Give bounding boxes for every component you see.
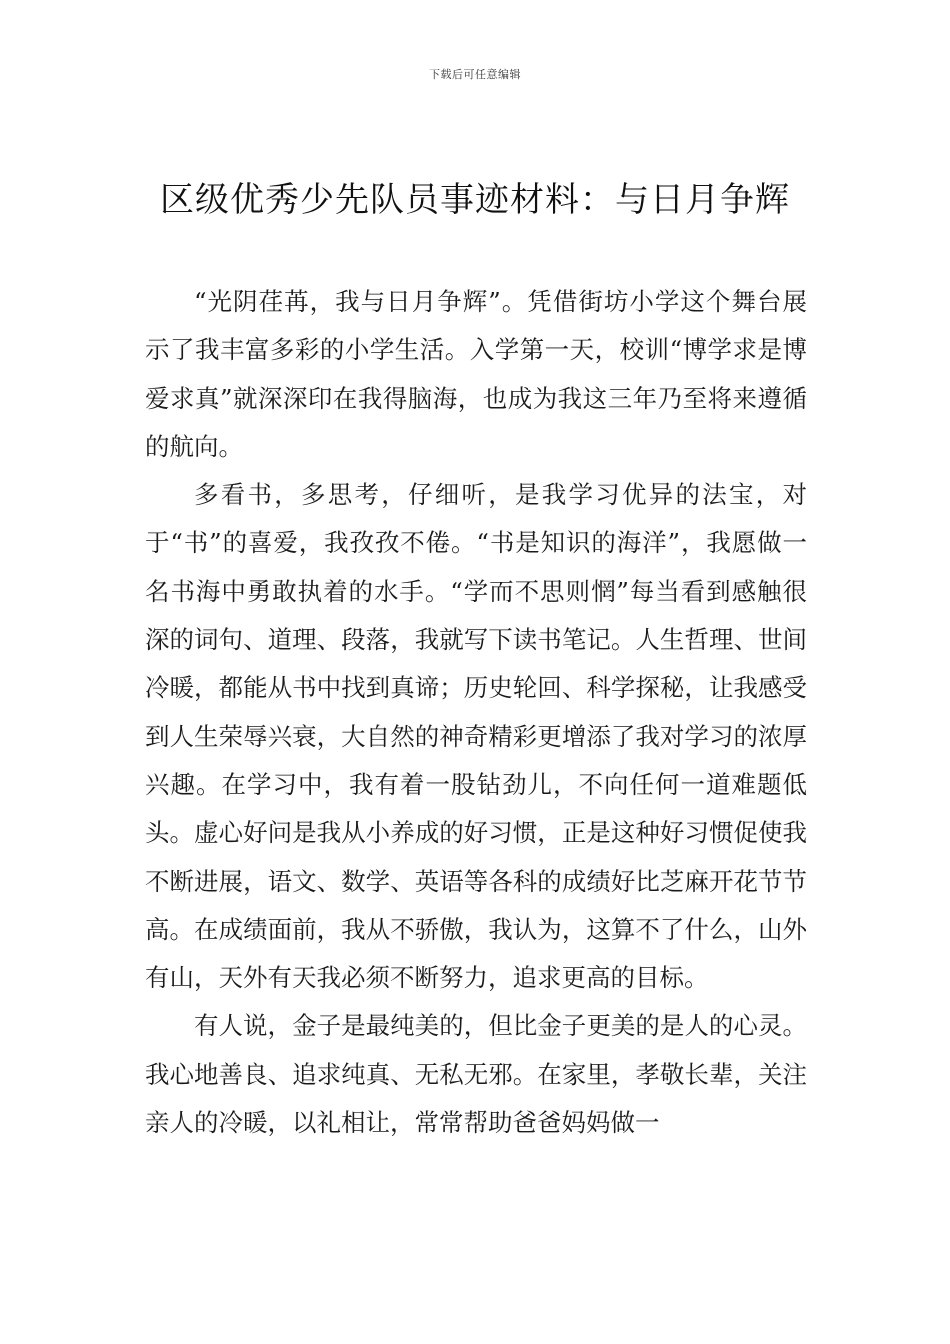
paragraph-3: 有人说，金子是最纯美的，但比金子更美的是人的心灵。我心地善良、追求纯真、无私无邪。在家里，孝敬长辈，关注亲人的冷暖，以礼相让，常常帮助爸爸妈妈做一 bbox=[145, 1011, 807, 1138]
paragraph-2: 多看书，多思考，仔细听，是我学习优异的法宝，对于“书”的喜爱，我孜孜不倦。“书是知识的海洋”，我愿做一名书海中勇敢执着的水手。“学而不思则惘”每当看到感触很深的词句、道理、段落，我就写下读书笔记。人生哲理、世间冷暖，都能从书中找到真谛；历史轮回、科学探秘，让我感受到人生荣辱兴衰，大自然的神奇精彩更增添了我对学习的浓厚兴趣。在学习中，我有着一股钻劲儿，不向任何一道难题低头。虚心好问是我从小养成的好习惯，正是这种好习惯促使我不断进展，语文、数学、英语等各科的成绩好比芝麻开花节节高。在成绩面前，我从不骄傲，我认为，这算不了什么，山外有山，天外有天我必须不断努力，追求更高的目标。 bbox=[145, 480, 807, 993]
paragraph-1: “光阴荏苒，我与日月争辉”。凭借街坊小学这个舞台展示了我丰富多彩的小学生活。入学第一天，校训“博学求是博爱求真”就深深印在我得脑海，也成为我这三年乃至将来遵循的航向。 bbox=[145, 287, 807, 461]
document-body bbox=[145, 278, 807, 1147]
header-note: 下载后可任意编辑 bbox=[429, 68, 521, 81]
document-title: 区级优秀少先队员事迹材料：与日月争辉 bbox=[160, 180, 790, 220]
